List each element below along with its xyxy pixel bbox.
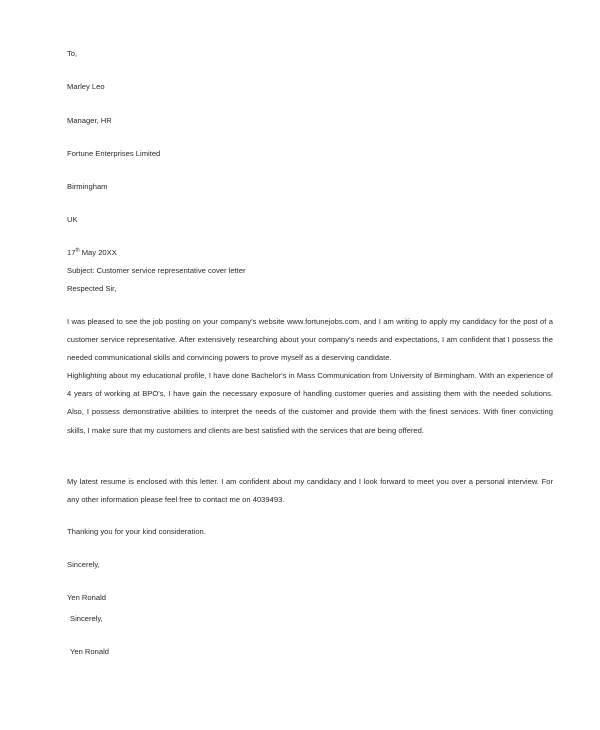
signature-2: Yen Ronald — [70, 647, 109, 656]
recipient-title: Manager, HR — [67, 116, 112, 125]
salutation-to: To, — [67, 49, 78, 58]
body-paragraph-2: Highlighting about my educational profile, I have done Bachelor's in Mass Communication from University of Birmingham. With an experience of 4 years of working at BPO's, I have gain the necessary exposure of handling customer queries and assisting them with the needed solutions. Also, I possess demonstrative abilities to interpret the needs of the customer and provide them with the finest services. With finer convicting skills, I make sure that my customers and clients are best satisfied with the services that are being offered. — [67, 371, 553, 435]
signature-1: Yen Ronald — [67, 593, 106, 602]
date-month-year: May 20XX — [79, 248, 117, 257]
closing-2: Sincerely, — [70, 614, 103, 623]
recipient-name: Marley Leo — [67, 82, 105, 91]
country: UK — [67, 215, 78, 224]
body-paragraph-1: I was pleased to see the job posting on your company's website www.fortunejobs.com, and I am writing to apply my candidacy for the post of a customer service representative. After extensively researching about your company's needs and expectations, I am confident that I possess the needed communicational skills and convincing powers to prove myself as a deserving candidate. — [67, 317, 553, 363]
subject-line: Subject: Customer service representative cover letter — [67, 266, 246, 275]
body-paragraph-3: My latest resume is enclosed with this letter. I am confident about my candidacy and I look forward to meet you over a personal interview. For any other information please feel free to contact me on 4039493. — [67, 477, 553, 505]
date-day: 17 — [67, 248, 76, 257]
letter-date — [67, 248, 117, 258]
date-suffix: th — [75, 247, 80, 254]
city: Birmingham — [67, 182, 108, 191]
greeting: Respected Sir, — [67, 284, 117, 293]
thanks-line: Thanking you for your kind consideration. — [67, 527, 206, 536]
company-name: Fortune Enterprises Limited — [67, 149, 161, 158]
closing-1: Sincerely, — [67, 560, 100, 569]
